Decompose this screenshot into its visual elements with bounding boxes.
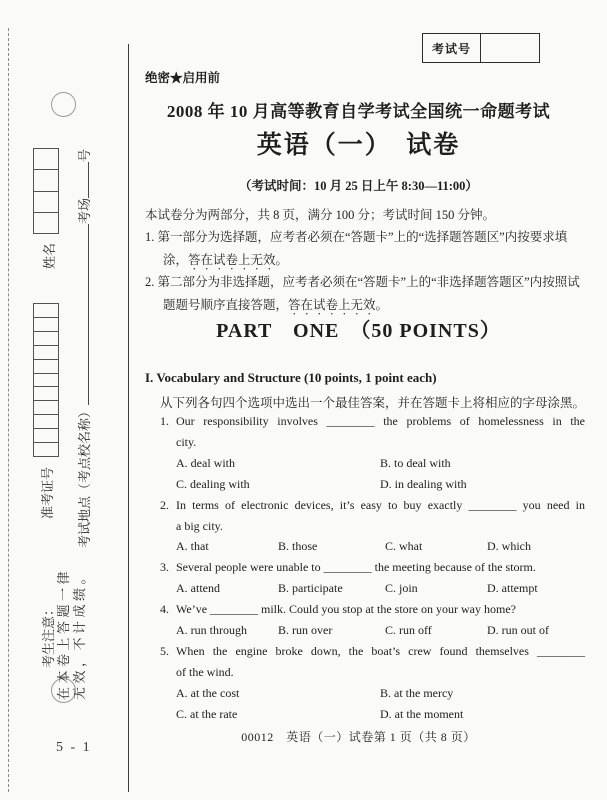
option-item: C. join [385,581,418,596]
grid-cell [34,359,58,373]
question-text: In terms of electronic devices, it’s easy to buy exactly ________ you need in [176,497,585,512]
option-item: B. participate [278,581,343,596]
exam-room-label: 考场 [77,197,92,224]
options-row [145,474,585,495]
punch-hole-top [51,92,76,117]
options-row [145,578,585,599]
intro-text: 题题号顺序直接答题， [163,298,289,312]
question-line [145,516,585,537]
question-text: city. [176,434,197,449]
question-line [145,411,585,432]
option-item: B. run over [278,623,333,638]
grid-cell [34,331,58,345]
option-item: B. to deal with [380,455,451,470]
option-item: A. attend [176,581,220,596]
exam-site-line [74,265,93,548]
question-text: Several people were unable to ________ the meeting because of the storm. [176,560,536,575]
question-text: Our responsibility involves ________ the problems of homelessness in the [176,414,585,428]
grid-cell [34,317,58,331]
grid-cell [34,386,58,400]
admission-number-label: 准考证号 [40,466,55,519]
option-item: D. in dealing with [380,476,467,491]
grid-cell [34,428,58,442]
grid-cell [34,304,58,317]
intro-text: 。 [275,253,289,267]
questions-list [145,411,585,725]
subject-title: 英语（一） 试卷 [256,132,461,159]
exam-title: 2008 年 10 月高等教育自学考试全国统一命题考试 [166,102,551,121]
option-item: D. attempt [487,581,538,596]
grid-cell [34,414,58,428]
question-number: 5. [160,643,169,658]
intro-emphasized-text: 答在试卷上无效 [288,298,376,312]
name-fill-boxes [33,148,59,234]
question-text: a big city. [176,518,223,533]
question-line [145,662,585,683]
grid-cell [34,169,58,190]
notice-title: 考生注意： [41,602,56,668]
question-line [145,641,585,662]
grid-cell [34,191,58,212]
option-item: A. that [176,539,209,554]
intro-item2-line1: 2. 第二部分为非选择题，应考者必须在“答题卡”上的“非选择题答题区”内按照试 [145,275,580,289]
option-item: B. those [278,539,318,554]
grid-cell [34,400,58,414]
options-row [145,704,585,725]
exam-number-label: 考试号 [423,34,481,62]
intro-text: 。 [375,298,389,312]
option-item: C. at the rate [176,706,238,721]
question-number: 4. [160,602,169,617]
options-row [145,536,585,557]
grid-cell [34,212,58,233]
question-text: of the wind. [176,664,234,679]
notice-text [56,568,88,700]
exam-number-box [422,33,540,63]
option-item: D. at the moment [380,706,464,721]
question-text: We’ve ________ milk. Could you stop at the store on your way home? [176,602,516,617]
option-item: B. at the mercy [380,685,454,700]
option-item: C. what [385,539,423,554]
option-item: C. dealing with [176,476,250,491]
blank-line [87,162,89,198]
blank-line [87,265,89,405]
grid-cell [34,149,58,169]
option-item: A. at the cost [176,685,240,700]
secrecy-notice: 绝密★启用前 [145,71,221,85]
option-item: A. run through [176,623,247,638]
intro-emphasized-text: 答在试卷上无效 [188,253,276,267]
option-item: D. which [487,539,531,554]
exam-time: （考试时间：10 月 25 日上午 8:30—11:00） [239,179,478,193]
name-label: 姓名 [42,242,57,269]
question-number: 2. [160,497,169,512]
perforation-dashed-line [8,28,9,792]
exam-number-field [481,34,539,62]
options-row [145,620,585,641]
grid-cell [34,373,58,387]
admission-number-boxes [33,303,59,457]
options-row [145,683,585,704]
section-heading: I. Vocabulary and Structure (10 points, 1 point each) [145,370,437,385]
intro-text: 涂， [163,253,189,267]
intro-item1-line1: 1. 第一部分为选择题，应考者必须在“答题卡”上的“选择题答题区”内按要求填 [145,230,568,244]
intro-line: 本试卷分为两部分，共 8 页，满分 100 分；考试时间 150 分钟。 [145,208,496,222]
question-line [145,495,585,516]
grid-cell [34,345,58,359]
section-instruction: 从下列各句四个选项中选出一个最佳答案，并在答题卡上将相应的字母涂黑。 [160,396,586,410]
question-number: 3. [160,560,169,575]
question-number: 1. [160,414,169,428]
question-line [145,599,585,620]
notice-line: 无效，不计成绩。 [72,567,87,700]
part-one-heading: PART ONE （50 POINTS） [216,320,501,342]
option-item: C. run off [385,623,432,638]
grid-cell [34,442,58,456]
question-text: When the engine broke down, the boat’s crew found themselves ________ [176,643,585,658]
exam-room-suffix: 号 [77,148,92,162]
option-item: D. run out of [487,623,549,638]
option-item: A. deal with [176,455,235,470]
question-line [145,432,585,453]
options-row [145,453,585,474]
corner-code: 5 - 1 [56,740,92,755]
notice-line: 在本卷上答题一律 [56,567,71,700]
page-footer: 00012 英语（一）试卷第 1 页（共 8 页） [241,730,476,744]
exam-site-label: 考试地点（考点校名称） [77,404,92,548]
intro-item1-line2 [163,252,288,273]
question-line [145,557,585,578]
